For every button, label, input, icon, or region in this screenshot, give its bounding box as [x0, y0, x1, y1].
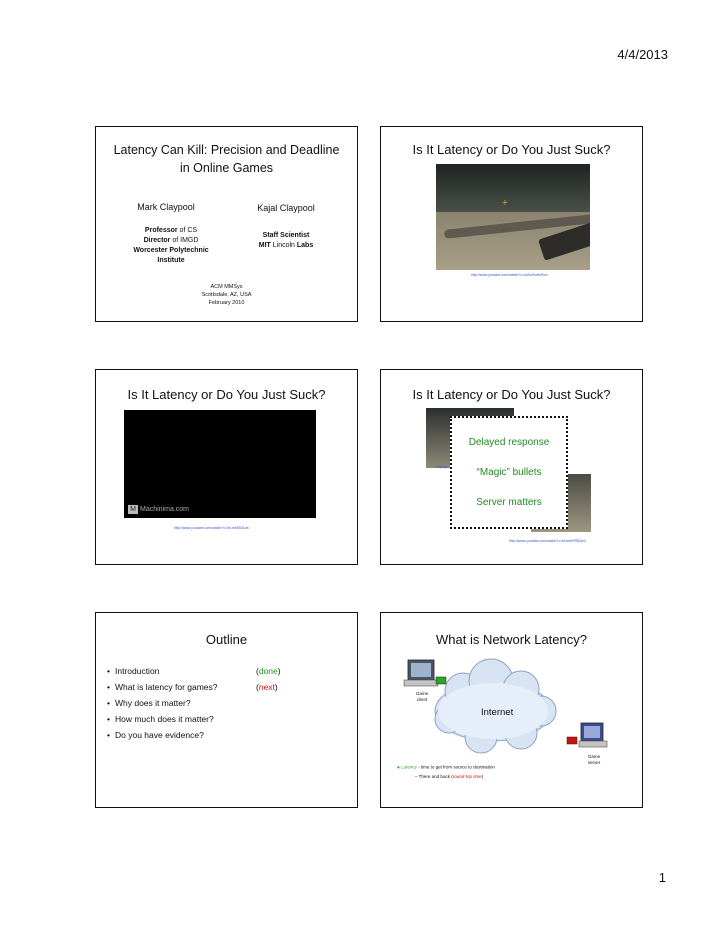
slide-latency-video-2 [95, 369, 358, 565]
status-done: (done) [256, 666, 281, 676]
author-name-2: Kajal Claypool [257, 203, 315, 213]
slide-title-text: Outline [205, 632, 248, 647]
machinima-logo-icon: M [128, 505, 138, 514]
slide-title-text: Latency Can Kill: Precision and Deadline in Online Games [113, 143, 340, 175]
slide-latency-video-1 [380, 126, 643, 322]
video-link[interactable]: http://www.youtube.com/watch?v=bUcnbRR8Qe4 [509, 539, 586, 543]
game-server-label: Game server [587, 754, 601, 765]
game-server-computer-icon [567, 723, 607, 747]
slide-outline [95, 612, 358, 808]
crosshair-icon: + [502, 198, 508, 209]
internet-label: Internet [481, 707, 514, 718]
outline-item: • What is latency for games? [107, 679, 218, 695]
slide-title-text: Is It Latency or Do You Just Suck? [412, 142, 611, 157]
outline-item: • Do you have evidence? [107, 727, 218, 743]
machinima-watermark: M Machinima.com [128, 505, 189, 514]
author-name-1: Mark Claypool [137, 202, 195, 212]
game-video-frame[interactable] [436, 164, 590, 270]
game-client-computer-icon [404, 660, 446, 686]
outline-item: • Introduction [107, 663, 218, 679]
game-client-label: Game client [415, 691, 429, 702]
round-trip-definition: – There and back (round-trip time) [415, 774, 484, 779]
latency-effects-callout [450, 416, 568, 529]
video-link-partial[interactable]: http://yo [436, 465, 449, 469]
slide-title-text: What is Network Latency? [435, 632, 587, 647]
latency-definition: • Latency - time to get from source to destination [397, 763, 495, 772]
internet-cloud-icon [435, 659, 556, 753]
bullet-icon: • [397, 763, 400, 772]
venue-info: ACM MMSys Scottsdale, AZ, USA February 2010 [201, 284, 252, 306]
outline-item: • How much does it matter? [107, 711, 218, 727]
author-affiliation-2: Staff Scientist MIT Lincoln Labs [258, 232, 314, 249]
callout-magic-bullets: “Magic” bullets [476, 467, 542, 478]
video-link[interactable]: http://www.youtube.com/watch?v=0e-mMSfZuzk [174, 526, 249, 530]
author-affiliation-1: Professor of CS Director of IMGD Worcester Polytechnic Institute [133, 227, 209, 264]
status-next: (next) [256, 682, 278, 692]
slide-title-text: Is It Latency or Do You Just Suck? [412, 387, 611, 402]
slide-latency-effects [380, 369, 643, 565]
callout-delayed-response: Delayed response [468, 437, 550, 448]
page-number: 1 [658, 870, 666, 885]
slide-title-text: Is It Latency or Do You Just Suck? [127, 387, 326, 402]
outline-list [107, 663, 218, 743]
video-link[interactable]: http://www.youtube.com/watch?v=AdNo9uHoRdo [471, 273, 548, 277]
header-date: 4/4/2013 [617, 47, 668, 62]
slide-network-latency [380, 612, 643, 808]
black-video-frame[interactable] [124, 410, 316, 518]
callout-server-matters: Server matters [476, 497, 542, 508]
outline-item: • Why does it matter? [107, 695, 218, 711]
slide-title [95, 126, 358, 322]
